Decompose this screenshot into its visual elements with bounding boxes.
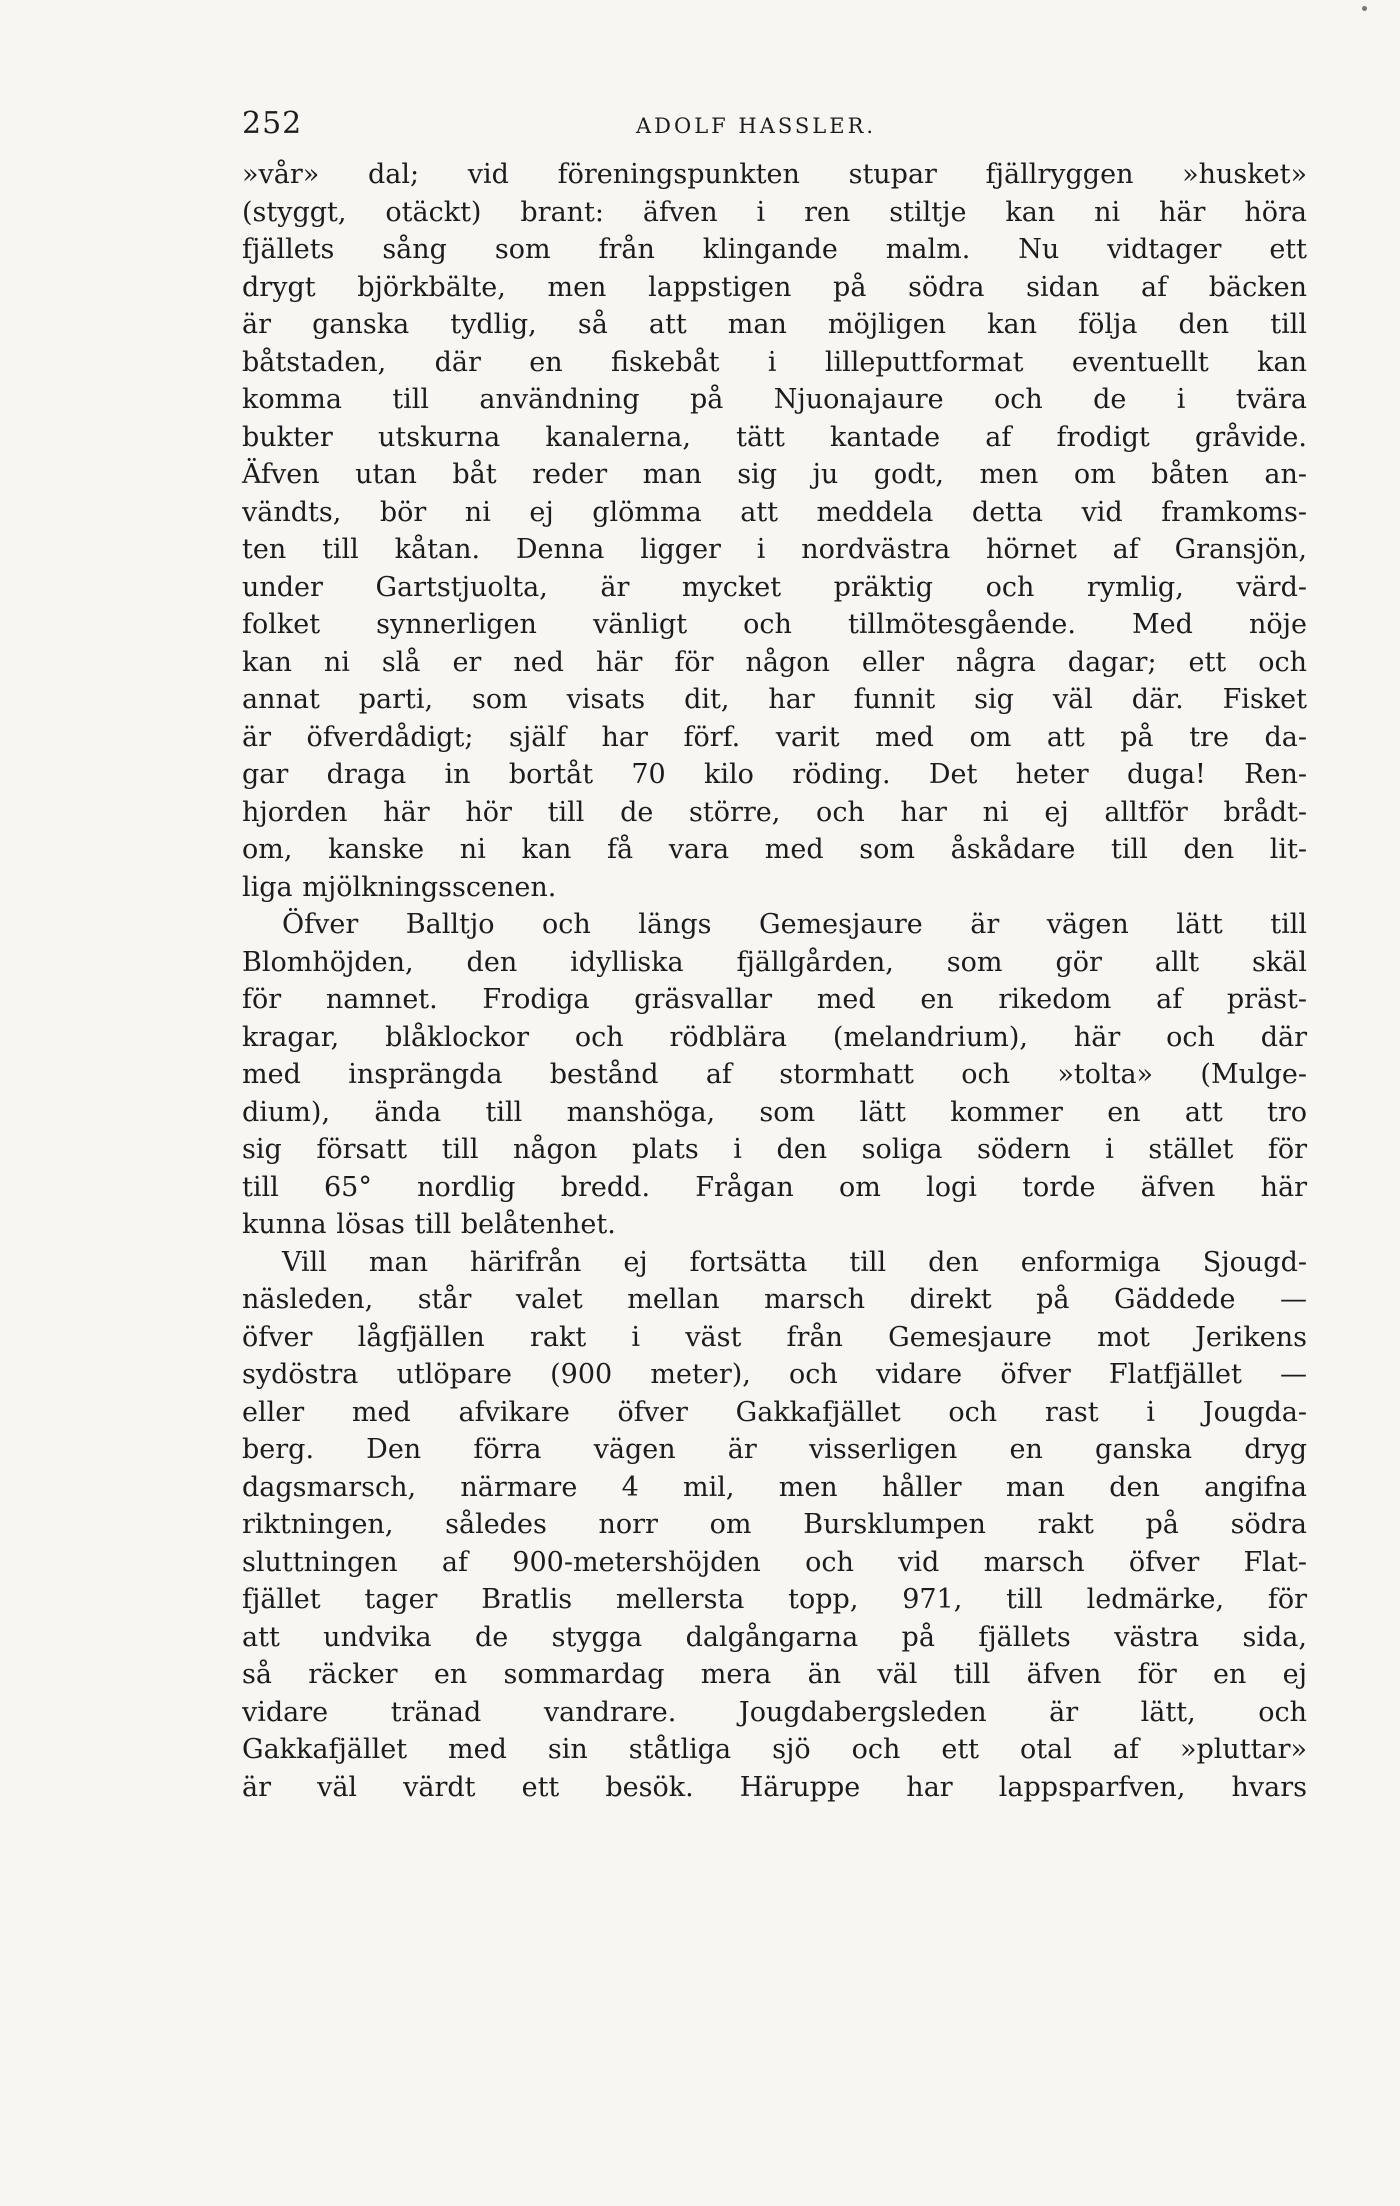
text-line: sig försatt till någon plats i den soliga södern i stället för — [242, 1134, 1307, 1165]
text-line: liga mjölkningsscenen. — [242, 871, 557, 903]
text-line: Vill man härifrån ej fortsätta till den enformiga Sjougd- — [282, 1246, 1307, 1278]
text-line: Öfver Balltjo och längs Gemesjaure är vägen lätt till — [282, 909, 1307, 940]
text-line: med insprängda bestånd af stormhatt och »tolta» (Mulge- — [242, 1059, 1307, 1090]
body-text — [242, 156, 1307, 1806]
text-line: folket synnerligen vänligt och tillmötesgående. Med nöje — [242, 609, 1307, 640]
text-line: näsleden, står valet mellan marsch direkt på Gäddede — — [242, 1284, 1307, 1315]
text-line: dagsmarsch, närmare 4 mil, men håller man den angifna — [242, 1471, 1307, 1503]
text-line: så räcker en sommardag mera än väl till äfven för en ej — [242, 1659, 1307, 1690]
text-line: hjorden här hör till de större, och har ni ej alltför brådt- — [242, 796, 1307, 828]
text-line: dium), ända till manshöga, som lätt kommer en att tro — [242, 1096, 1307, 1128]
text-line: kragar, blåklockor och rödblära (melandrium), här och där — [242, 1021, 1307, 1053]
text-line: kunna lösas till belåtenhet. — [242, 1209, 616, 1240]
text-line: för namnet. Frodiga gräsvallar med en rikedom af präst- — [242, 984, 1307, 1015]
text-line: Äfven utan båt reder man sig ju godt, men om båten an- — [242, 459, 1307, 490]
text-line: sydöstra utlöpare (900 meter), och vidare öfver Flatfjället — — [242, 1359, 1307, 1390]
running-head: ADOLF HASSLER. — [636, 114, 877, 138]
text-line: till 65° nordlig bredd. Frågan om logi torde äfven här — [242, 1171, 1307, 1203]
text-line: »vår» dal; vid föreningspunkten stupar fjällryggen »husket» — [242, 159, 1307, 190]
text-line: riktningen, således norr om Bursklumpen rakt på södra — [242, 1509, 1307, 1540]
text-line: att undvika de stygga dalgångarna på fjällets västra sida, — [242, 1621, 1307, 1653]
page-speck — [1362, 6, 1367, 11]
text-line: vändts, bör ni ej glömma att meddela detta vid framkoms- — [242, 496, 1307, 528]
text-line: komma till användning på Njuonajaure och de i tvära — [242, 384, 1307, 415]
text-line: är öfverdådigt; själf har förf. varit med om att på tre da- — [242, 721, 1307, 753]
text-line: (styggt, otäckt) brant: äfven i ren stiltje kan ni här höra — [242, 196, 1307, 228]
text-line: om, kanske ni kan få vara med som åskådare till den lit- — [242, 834, 1307, 865]
text-line: annat parti, som visats dit, har funnit sig väl där. Fisket — [242, 684, 1307, 715]
text-line: drygt björkbälte, men lappstigen på södra sidan af bäcken — [242, 271, 1307, 303]
text-line: gar draga in bortåt 70 kilo röding. Det heter duga! Ren- — [242, 759, 1307, 790]
text-line: Blomhöjden, den idylliska fjällgården, som gör allt skäl — [242, 946, 1307, 978]
text-line: under Gartstjuolta, är mycket präktig och rymlig, värd- — [242, 571, 1307, 603]
text-line: ten till kåtan. Denna ligger i nordvästra hörnet af Gransjön, — [242, 534, 1307, 565]
text-line: sluttningen af 900-metershöjden och vid marsch öfver Flat- — [242, 1546, 1307, 1578]
text-line: vidare tränad vandrare. Jougdabergsleden är lätt, och — [242, 1696, 1307, 1728]
text-line: är ganska tydlig, så att man möjligen kan följa den till — [242, 309, 1307, 340]
text-line: fjället tager Bratlis mellersta topp, 971, till ledmärke, för — [242, 1584, 1307, 1615]
text-line: bukter utskurna kanalerna, tätt kantade af frodigt gråvide. — [242, 421, 1307, 453]
text-line: Gakkafjället med sin ståtliga sjö och ett otal af »pluttar» — [242, 1734, 1307, 1765]
text-line: berg. Den förra vägen är visserligen en ganska dryg — [242, 1434, 1307, 1465]
text-line: fjällets sång som från klingande malm. Nu vidtager ett — [242, 234, 1307, 265]
text-line: är väl värdt ett besök. Häruppe har lappsparfven, hvars — [242, 1771, 1307, 1803]
page-header — [242, 104, 1307, 144]
page-number: 252 — [242, 106, 303, 141]
text-line: båtstaden, där en fiskebåt i lilleputtformat eventuellt kan — [242, 346, 1307, 378]
text-line: kan ni slå er ned här för någon eller några dagar; ett och — [242, 646, 1307, 678]
text-line: öfver lågfjällen rakt i väst från Gemesjaure mot Jerikens — [242, 1321, 1307, 1353]
text-line: eller med afvikare öfver Gakkafjället och rast i Jougda- — [242, 1396, 1307, 1428]
